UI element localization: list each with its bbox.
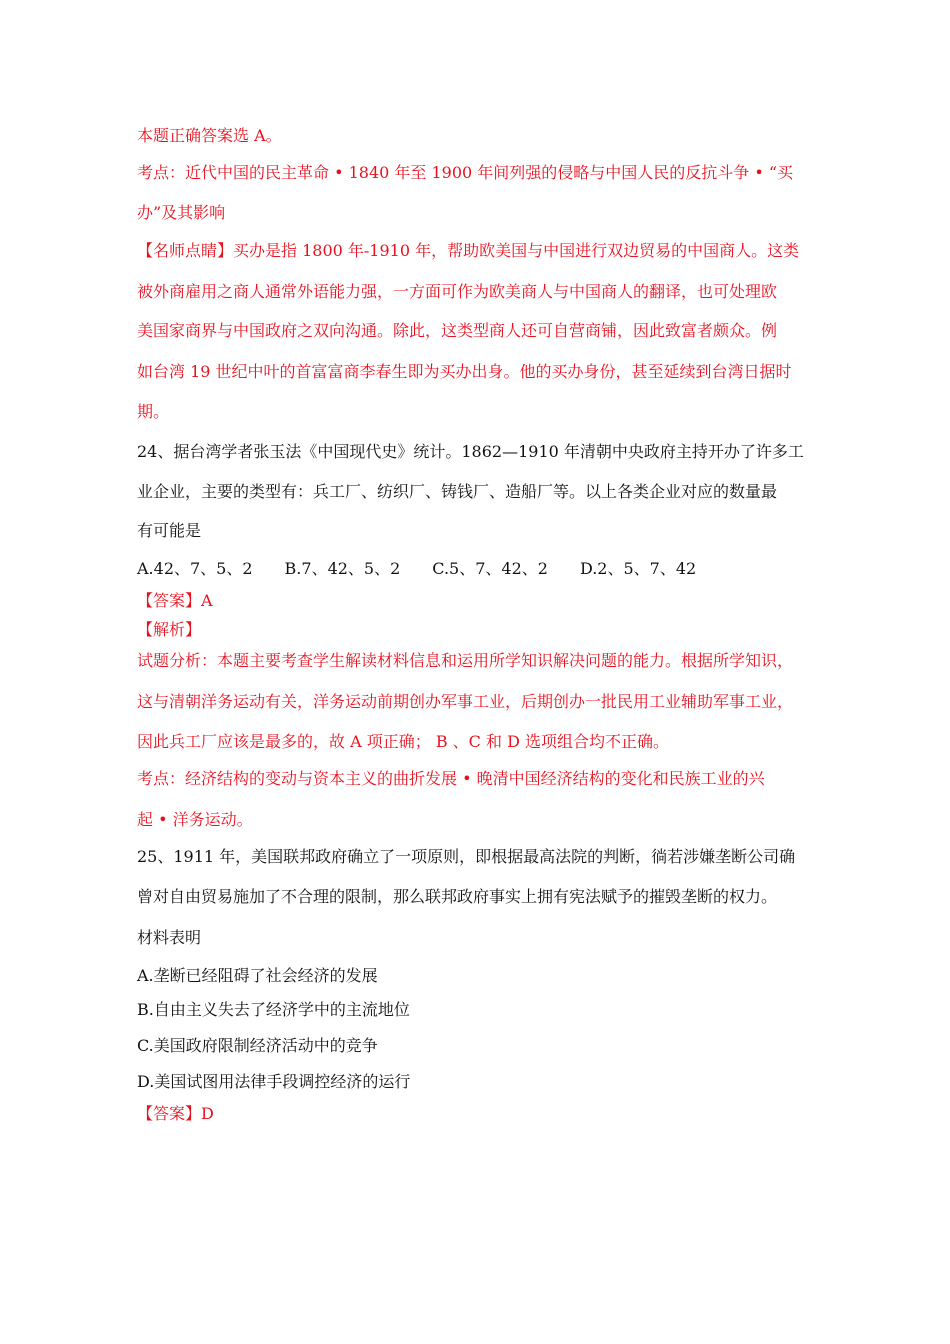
question-25-option-a: A.垄断已经阻碍了社会经济的发展 [137, 966, 378, 985]
question-25-option-b: B.自由主义失去了经济学中的主流地位 [137, 1000, 410, 1019]
answer-line: 本题正确答案选 A。 [137, 126, 282, 145]
question-25-stem: 25、1911 年，美国联邦政府确立了一项原则，即根据最高法院的判断，徜若涉嫌垄断公司确 [137, 847, 796, 866]
question-24-answer: 【答案】A [137, 591, 213, 610]
kaodian-line: 考点：近代中国的民主革命 • 1840 年至 1900 年间列强的侵略与中国人民的反抗斗争 • “买 [137, 163, 794, 182]
question-24-options: A.42、7、5、2 B.7、42、5、2 C.5、7、42、2 D.2、5、7、42 [137, 559, 697, 578]
teacher-note-line: 期。 [137, 402, 170, 421]
question-24-stem: 24、据台湾学者张玉法《中国现代史》统计。1862—1910 年清朝中央政府主持开办了许多工 [137, 442, 804, 461]
question-24-stem: 有可能是 [137, 521, 202, 540]
teacher-note-line: 被外商雇用之商人通常外语能力强，一方面可作为欧美商人与中国商人的翻译，也可处理欧 [137, 282, 778, 301]
teacher-note-line: 【名师点睛】买办是指 1800 年-1910 年，帮助欧美国与中国进行双边贸易的中国商人。这类 [137, 241, 800, 260]
teacher-note-line: 如台湾 19 世纪中叶的首富富商李春生即为买办出身。他的买办身份，甚至延续到台湾日据时 [137, 362, 792, 381]
kaodian-line: 起 • 洋务运动。 [137, 810, 253, 829]
analysis-line: 试题分析：本题主要考查学生解读材料信息和运用所学知识解决问题的能力。根据所学知识， [137, 651, 794, 670]
question-25-answer: 【答案】D [137, 1104, 214, 1123]
kaodian-line: 办”及其影响 [137, 203, 226, 222]
analysis-label: 【解析】 [137, 620, 202, 639]
question-25-stem: 曾对自由贸易施加了不合理的限制，那么联邦政府事实上拥有宪法赋予的摧毁垄断的权力。 [137, 887, 778, 906]
question-24-stem: 业企业，主要的类型有：兵工厂、纺织厂、铸钱厂、造船厂等。以上各类企业对应的数量最 [137, 482, 778, 501]
question-25-lead: 材料表明 [137, 928, 202, 947]
analysis-line: 因此兵工厂应该是最多的，故 A 项正确； B 、C 和 D 选项组合均不正确。 [137, 732, 669, 751]
teacher-note-line: 美国家商界与中国政府之双向沟通。除此，这类型商人还可自营商铺，因此致富者颇众。例 [137, 321, 778, 340]
kaodian-line: 考点：经济结构的变动与资本主义的曲折发展 • 晚清中国经济结构的变化和民族工业的兴 [137, 769, 765, 788]
question-25-option-c: C.美国政府限制经济活动中的竞争 [137, 1036, 378, 1055]
question-25-option-d: D.美国试图用法律手段调控经济的运行 [137, 1072, 411, 1091]
analysis-line: 这与清朝洋务运动有关，洋务运动前期创办军事工业，后期创办一批民用工业辅助军事工业， [137, 692, 794, 711]
